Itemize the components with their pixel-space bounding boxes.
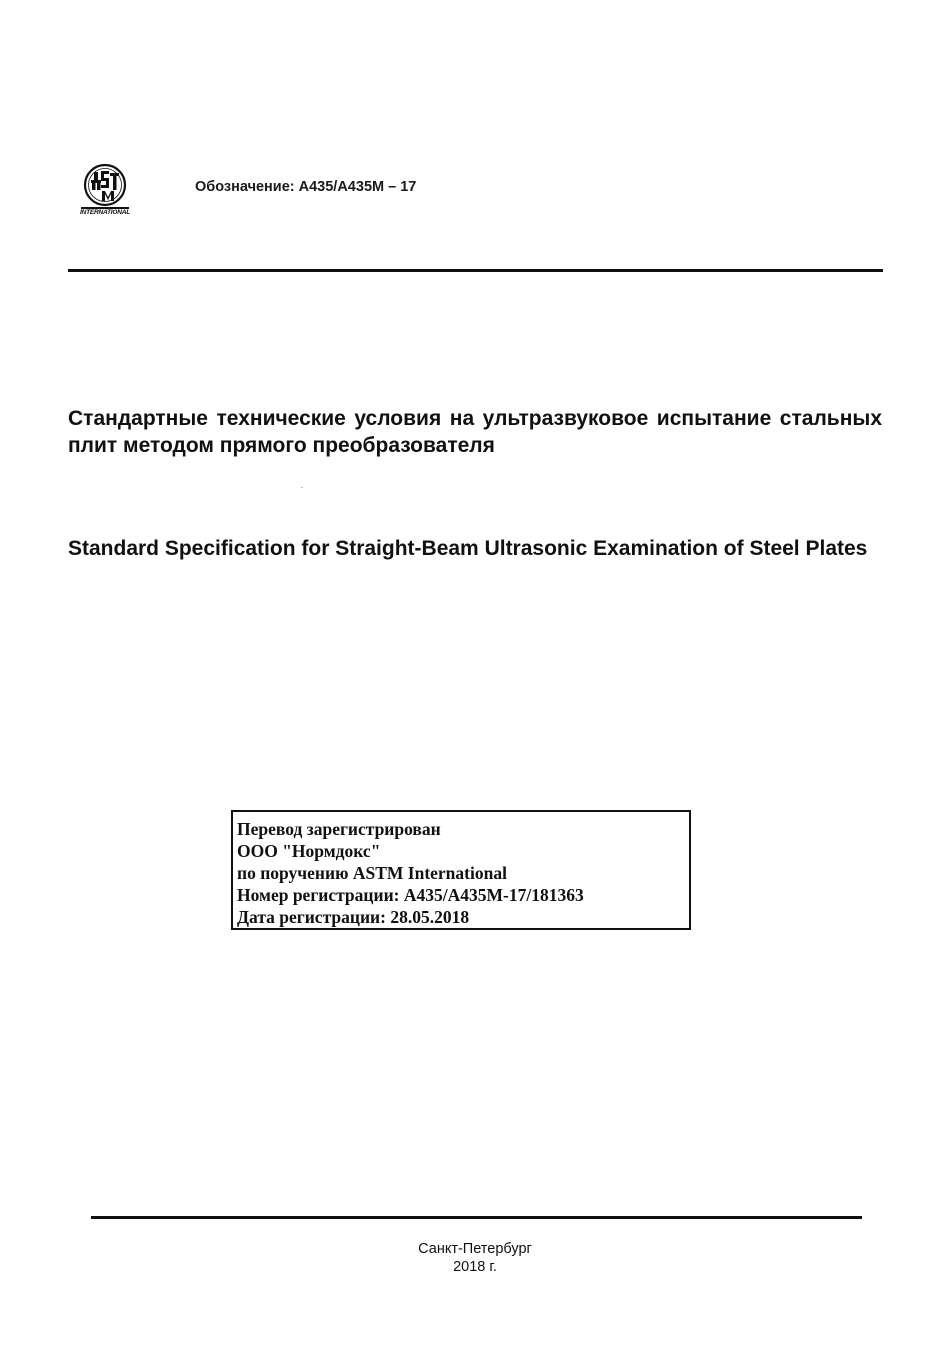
title-russian: Стандартные технические условия на ультразвуковое испытание стальных плит методом прямого преобразователя bbox=[68, 407, 882, 457]
title-english: Standard Specification for Straight-Beam Ultrasonic Examination of Steel Plates bbox=[68, 537, 868, 560]
registration-line: Перевод зарегистрирован bbox=[237, 819, 441, 839]
designation: Обозначение: A435/A435M – 17 bbox=[195, 179, 417, 195]
astm-logo bbox=[78, 163, 132, 223]
registration-box bbox=[231, 810, 691, 930]
registration-number: Номер регистрации: A435/A435M-17/181363 bbox=[237, 885, 584, 905]
registration-line: по поручению ASTM International bbox=[237, 863, 507, 883]
scan-artifact bbox=[301, 487, 303, 488]
footer-city: Санкт-Петербург bbox=[418, 1241, 532, 1257]
astm-logo-subtext: INTERNATIONAL bbox=[80, 209, 130, 216]
header-divider bbox=[68, 269, 883, 272]
footer-divider bbox=[91, 1216, 862, 1219]
registration-date: Дата регистрации: 28.05.2018 bbox=[237, 907, 470, 927]
footer bbox=[0, 1240, 950, 1276]
registration-line: ООО "Нормдокс" bbox=[237, 841, 381, 861]
footer-year: 2018 г. bbox=[453, 1259, 497, 1275]
